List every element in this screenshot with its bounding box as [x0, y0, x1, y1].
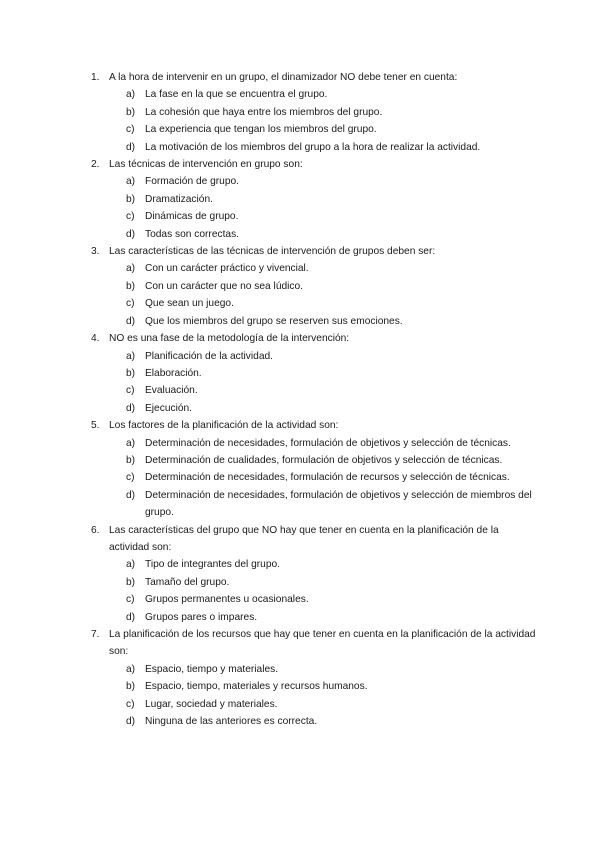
question-text: Las características del grupo que NO hay que tener en cuenta en la planificación de la actividad son: — [109, 524, 499, 553]
option-list — [0, 661, 600, 731]
option-letter: b) — [126, 106, 136, 118]
question-item — [0, 417, 600, 521]
question-text: Las características de las técnicas de intervención de grupos deben ser: — [109, 246, 436, 258]
answer-option — [0, 278, 600, 295]
option-text: Espacio, tiempo, materiales y recursos humanos. — [145, 681, 368, 693]
answer-option — [0, 313, 600, 330]
option-text: Con un carácter que no sea lúdico. — [145, 280, 304, 292]
option-text: Grupos permanentes u ocasionales. — [145, 594, 309, 606]
option-text: Formación de grupo. — [145, 176, 240, 188]
answer-option — [0, 208, 600, 225]
question-line — [0, 522, 600, 557]
question-item — [0, 626, 600, 730]
answer-option — [0, 191, 600, 208]
question-number: 6. — [91, 524, 100, 536]
option-letter: a) — [126, 263, 136, 275]
answer-option — [0, 348, 600, 365]
option-text: Todas son correctas. — [145, 228, 239, 240]
answer-option — [0, 173, 600, 190]
option-text: Planificación de la actividad. — [145, 350, 273, 362]
option-letter: c) — [126, 594, 135, 606]
option-letter: b) — [126, 367, 136, 379]
question-text: NO es una fase de la metodología de la intervención: — [109, 333, 350, 345]
option-letter: d) — [126, 315, 136, 327]
option-letter: d) — [126, 141, 136, 153]
question-item — [0, 522, 600, 626]
option-letter: a) — [126, 437, 136, 449]
option-letter: a) — [126, 176, 136, 188]
option-letter: a) — [126, 559, 136, 571]
answer-option — [0, 139, 600, 156]
option-letter: b) — [126, 193, 136, 205]
option-letter: c) — [126, 698, 135, 710]
question-item — [0, 69, 600, 156]
question-text: La planificación de los recursos que hay que tener en cuenta en la planificación de la actividad son: — [109, 629, 536, 658]
answer-option — [0, 400, 600, 417]
answer-option — [0, 365, 600, 382]
option-text: La experiencia que tengan los miembros del grupo. — [145, 124, 377, 136]
option-list — [0, 556, 600, 626]
option-list — [0, 260, 600, 330]
option-text: Elaboración. — [145, 367, 202, 379]
question-number: 5. — [91, 420, 100, 432]
question-text: A la hora de intervenir en un grupo, el dinamizador NO debe tener en cuenta: — [109, 72, 458, 83]
option-letter: d) — [126, 716, 136, 728]
answer-option — [0, 609, 600, 626]
answer-option — [0, 556, 600, 573]
question-number: 4. — [91, 333, 100, 345]
option-text: Ninguna de las anteriores es correcta. — [145, 716, 318, 728]
option-text: La motivación de los miembros del grupo a la hora de realizar la actividad. — [145, 141, 481, 153]
answer-option — [0, 713, 600, 730]
option-text: Con un carácter práctico y vivencial. — [145, 263, 309, 275]
option-letter: b) — [126, 681, 136, 693]
option-letter: d) — [126, 402, 136, 414]
option-text: Que sean un juego. — [145, 298, 234, 310]
option-text: Determinación de necesidades, formulación de objetivos y selección de técnicas. — [145, 437, 511, 449]
answer-option — [0, 260, 600, 277]
question-list — [0, 69, 600, 730]
option-letter: d) — [126, 489, 136, 501]
option-text: La fase en la que se encuentra el grupo. — [145, 89, 328, 101]
option-text: Tamaño del grupo. — [145, 576, 230, 588]
answer-option — [0, 591, 600, 608]
option-list — [0, 435, 600, 522]
answer-option — [0, 121, 600, 138]
question-item — [0, 243, 600, 330]
question-number: 3. — [91, 246, 100, 258]
answer-option — [0, 104, 600, 121]
option-text: Dinámicas de grupo. — [145, 211, 239, 223]
question-line — [0, 243, 600, 260]
option-text: La cohesión que haya entre los miembros del grupo. — [145, 106, 383, 118]
option-text: Determinación de necesidades, formulación de recursos y selección de técnicas. — [145, 472, 510, 484]
answer-option — [0, 435, 600, 452]
option-text: Evaluación. — [145, 385, 198, 397]
option-letter: a) — [126, 89, 136, 101]
answer-option — [0, 295, 600, 312]
answer-option — [0, 382, 600, 399]
option-list — [0, 173, 600, 243]
question-text: Las técnicas de intervención en grupo son: — [109, 159, 303, 171]
question-text: Los factores de la planificación de la actividad son: — [109, 420, 339, 432]
question-number: 1. — [91, 72, 100, 83]
option-letter: c) — [126, 298, 135, 310]
option-letter: d) — [126, 228, 136, 240]
answer-option — [0, 696, 600, 713]
option-text: Lugar, sociedad y materiales. — [145, 698, 278, 710]
answer-option — [0, 574, 600, 591]
option-list — [0, 348, 600, 418]
option-letter: c) — [126, 211, 135, 223]
option-letter: a) — [126, 663, 136, 675]
option-text: Espacio, tiempo y materiales. — [145, 663, 279, 675]
option-text: Grupos pares o impares. — [145, 611, 258, 623]
answer-option — [0, 487, 600, 522]
question-number: 7. — [91, 629, 100, 640]
question-line — [0, 330, 600, 347]
question-number: 2. — [91, 159, 100, 171]
option-letter: b) — [126, 576, 136, 588]
answer-option — [0, 678, 600, 695]
option-text: Determinación de cualidades, formulación de objetivos y selección de técnicas. — [145, 454, 503, 466]
option-letter: c) — [126, 385, 135, 397]
option-letter: b) — [126, 454, 136, 466]
option-text: Ejecución. — [145, 402, 193, 414]
option-text: Dramatización. — [145, 193, 213, 205]
question-line — [0, 417, 600, 434]
question-line — [0, 69, 600, 86]
option-text: Que los miembros del grupo se reserven sus emociones. — [145, 315, 403, 327]
option-list — [0, 86, 600, 156]
question-item — [0, 156, 600, 243]
question-line — [0, 626, 600, 661]
option-text: Tipo de integrantes del grupo. — [145, 559, 280, 571]
answer-option — [0, 452, 600, 469]
option-text: Determinación de necesidades, formulación de objetivos y selección de miembros del grupo. — [145, 489, 532, 519]
answer-option — [0, 226, 600, 243]
option-letter: a) — [126, 350, 136, 362]
answer-option — [0, 469, 600, 486]
option-letter: b) — [126, 280, 136, 292]
option-letter: d) — [126, 611, 136, 623]
question-line — [0, 156, 600, 173]
option-letter: c) — [126, 124, 135, 136]
question-item — [0, 330, 600, 417]
answer-option — [0, 661, 600, 678]
option-letter: c) — [126, 472, 135, 484]
answer-option — [0, 86, 600, 103]
